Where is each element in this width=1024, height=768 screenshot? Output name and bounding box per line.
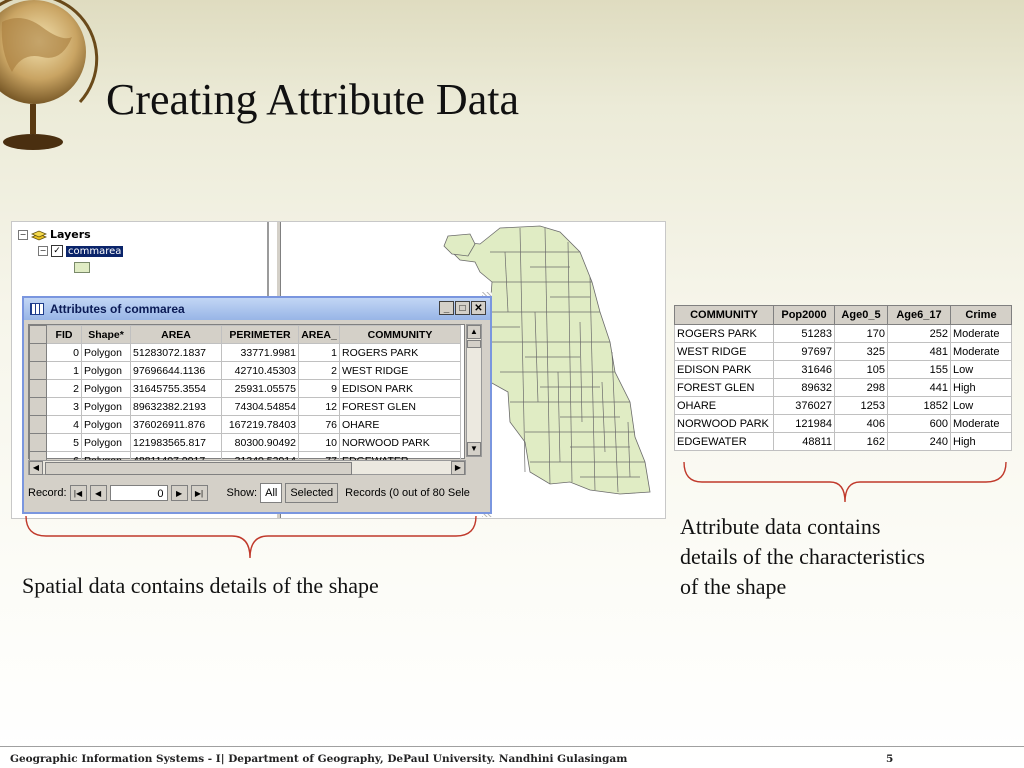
table-row [675,415,1012,433]
grid-header-row [30,326,461,344]
cell: Polygon [82,362,131,380]
cell: 2 [299,362,340,380]
cell: Polygon [82,434,131,452]
row-selector[interactable] [30,380,47,398]
cell: WEST RIDGE [340,362,461,380]
spatial-brace [20,514,482,564]
table-row [675,343,1012,361]
horizontal-scrollbar[interactable] [28,460,466,475]
record-label: Record: [28,487,67,499]
cell: 600 [888,415,951,433]
vertical-scrollbar[interactable] [466,324,482,457]
table-row[interactable] [30,380,461,398]
cell: 3 [47,398,82,416]
col-header: Pop2000 [774,306,835,325]
cell: 76 [299,416,340,434]
records-status: Records (0 out of 80 Sele [345,487,470,499]
page-number: 5 [886,753,894,765]
table-row[interactable] [30,434,461,452]
last-record-button[interactable]: ▶| [191,485,208,501]
cell: 12 [299,398,340,416]
cell: High [951,433,1012,451]
attribute-data-table [674,305,1012,451]
cell: Moderate [951,343,1012,361]
collapse-icon[interactable]: − [39,246,47,255]
attribute-caption-line2: details of the characteristics [680,544,925,569]
scroll-thumb[interactable] [467,340,481,348]
cell: 481 [888,343,951,361]
table-row [675,325,1012,343]
cell: 170 [835,325,888,343]
cell: 42710.45303 [222,362,299,380]
cell: Polygon [82,344,131,362]
cell: 406 [835,415,888,433]
layer-row-commarea[interactable] [38,245,123,257]
attribute-brace [680,460,1010,506]
show-label: Show: [226,487,258,499]
record-number-input[interactable]: 0 [110,485,168,501]
show-selected-button[interactable]: Selected [285,483,338,503]
maximize-button[interactable]: □ [455,301,470,315]
scroll-thumb[interactable] [45,462,352,475]
cell: 33771.9981 [222,344,299,362]
cell: 51283 [774,325,835,343]
cell: FOREST GLEN [675,379,774,397]
cell: 376026911.876 [131,416,222,434]
cell: 1 [47,362,82,380]
cell: FOREST GLEN [340,398,461,416]
cell: 97696644.1136 [131,362,222,380]
layers-icon [31,229,47,241]
cell: 4 [47,416,82,434]
cell: EDISON PARK [675,361,774,379]
table-row[interactable] [30,344,461,362]
table-row [675,397,1012,415]
cell: NORWOOD PARK [675,415,774,433]
table-row[interactable] [30,416,461,434]
cell: NORWOOD PARK [340,434,461,452]
cell: WEST RIDGE [675,343,774,361]
cell: 74304.54854 [222,398,299,416]
scroll-up-icon[interactable]: ▲ [467,325,481,339]
cell: OHARE [340,416,461,434]
cell: 31645755.3554 [131,380,222,398]
table-header-row [675,306,1012,325]
cell: 1852 [888,397,951,415]
table-icon [30,303,44,315]
cell: 25931.05575 [222,380,299,398]
cell: Moderate [951,415,1012,433]
cell: 48811 [774,433,835,451]
spatial-caption: Spatial data contains details of the shape [22,573,379,598]
cell: 51283072.1837 [131,344,222,362]
minimize-button[interactable]: _ [439,301,454,315]
scroll-right-icon[interactable]: ▶ [451,461,465,475]
table-row [675,433,1012,451]
row-selector-header[interactable] [30,326,47,344]
attributes-window[interactable] [22,296,492,514]
window-titlebar[interactable] [24,298,490,320]
attribute-grid[interactable] [28,324,465,459]
close-button[interactable]: ✕ [471,301,486,315]
cell: Moderate [951,325,1012,343]
cell: 80300.90492 [222,434,299,452]
layers-label: Layers [50,228,91,241]
cell: 121984 [774,415,835,433]
footer-text: Geographic Information Systems - I| Department of Geography, DePaul University. Nandhini Gulasingam [10,753,628,765]
cell: 2 [47,380,82,398]
cell: 167219.78403 [222,416,299,434]
cell: Polygon [82,380,131,398]
cell: 298 [835,379,888,397]
table-of-contents [12,222,269,296]
col-header: COMMUNITY [675,306,774,325]
col-header[interactable]: FID [47,326,82,344]
cell: Low [951,361,1012,379]
col-header[interactable]: PERIMETER [222,326,299,344]
cell: 9 [299,380,340,398]
col-header: Age6_17 [888,306,951,325]
collapse-icon[interactable]: − [19,229,27,239]
next-record-button[interactable]: ▶ [171,485,188,501]
window-title: Attributes of commarea [50,302,185,316]
layer-name[interactable]: commarea [68,245,122,257]
cell: OHARE [675,397,774,415]
cell: ROGERS PARK [340,344,461,362]
prev-record-button[interactable]: ◀ [90,485,107,501]
slide-title: Creating Attribute Data [106,75,519,124]
col-header: Age0_5 [835,306,888,325]
cell: 105 [835,361,888,379]
layer-visibility-checkbox[interactable]: ✓ [51,245,63,257]
cell: Low [951,397,1012,415]
layer-symbol-swatch[interactable] [74,262,90,273]
row-selector[interactable] [30,344,47,362]
col-header[interactable]: Shape* [82,326,131,344]
show-all-button[interactable]: All [260,483,282,503]
cell: Polygon [82,416,131,434]
table-row[interactable] [30,398,461,416]
cell: 325 [835,343,888,361]
cell: 121983565.817 [131,434,222,452]
cell: 5 [47,434,82,452]
attribute-caption-line1: Attribute data contains [680,514,881,539]
first-record-button[interactable]: |◀ [70,485,87,501]
cell: 240 [888,433,951,451]
row-selector[interactable] [30,434,47,452]
cell: 1 [299,344,340,362]
cell: High [951,379,1012,397]
attribute-caption-line3: of the shape [680,574,787,599]
table-row [675,361,1012,379]
cell: 89632 [774,379,835,397]
slide-footer [0,746,1024,765]
table-row [675,379,1012,397]
col-header: Crime [951,306,1012,325]
cell: 10 [299,434,340,452]
col-header[interactable]: COMMUNITY [340,326,461,344]
cell: 376027 [774,397,835,415]
globe-icon [0,0,92,157]
row-selector[interactable] [30,416,47,434]
cell: 97697 [774,343,835,361]
cell: 252 [888,325,951,343]
record-navigation-bar [28,482,488,504]
cell: ROGERS PARK [675,325,774,343]
cell: Polygon [82,398,131,416]
scroll-down-icon[interactable]: ▼ [467,442,481,456]
cell: 1253 [835,397,888,415]
table-row[interactable] [30,362,461,380]
cell: 441 [888,379,951,397]
cell: EDGEWATER [675,433,774,451]
cell: 89632382.2193 [131,398,222,416]
scroll-left-icon[interactable]: ◀ [29,461,43,475]
cell: EDISON PARK [340,380,461,398]
row-selector[interactable] [30,362,47,380]
row-selector[interactable] [30,398,47,416]
cell: 162 [835,433,888,451]
layers-row[interactable] [18,228,91,241]
col-header[interactable]: AREA_ [299,326,340,344]
col-header[interactable]: AREA [131,326,222,344]
cell: 0 [47,344,82,362]
cell: 155 [888,361,951,379]
cell: 31646 [774,361,835,379]
